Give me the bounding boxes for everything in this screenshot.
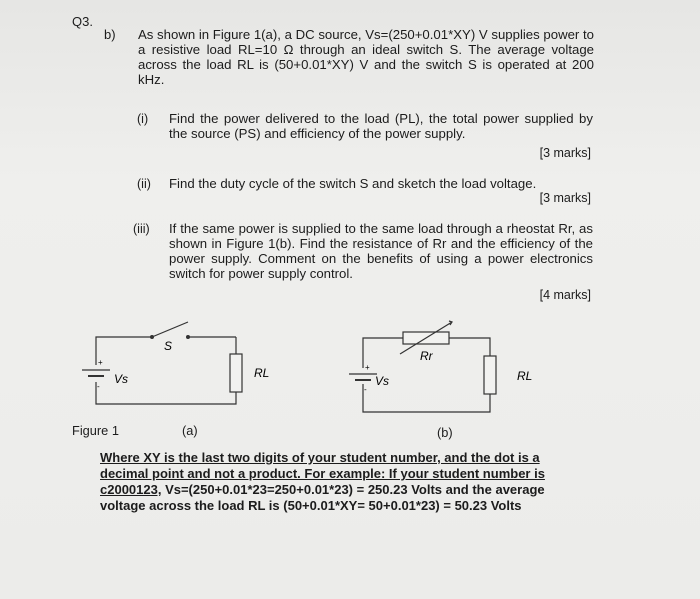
battery-plus-b: +: [365, 363, 370, 372]
battery-plus-a: +: [98, 358, 103, 367]
note-line-3: [100, 482, 592, 498]
figure-caption-a: (a): [182, 423, 198, 438]
note-line-2: decimal point and not a product. For example: If your student number is: [100, 466, 545, 481]
rheostat-label: Rr: [420, 349, 433, 363]
note-example-number: c2000123,: [100, 482, 162, 497]
note-line-4: voltage across the load RL is (50+0.01*XY= 50+0.01*23) = 50.23 Volts: [100, 498, 522, 513]
subquestion-label-iii: (iii): [133, 222, 150, 236]
load-label-b: RL: [517, 369, 533, 383]
battery-minus-b: -: [364, 385, 367, 394]
switch-label-a: S: [164, 339, 173, 353]
figure-1a-circuit: [70, 310, 290, 420]
part-label: b): [104, 27, 116, 42]
note-line-1: Where XY is the last two digits of your student number, and the dot is a: [100, 450, 540, 465]
figure-caption-b: (b): [437, 425, 453, 440]
question-number: Q3.: [72, 14, 93, 29]
note-line-3-rest: Vs=(250+0.01*23=250+0.01*23) = 250.23 Volts and the average: [161, 482, 545, 497]
load-resistor-a: [230, 354, 242, 392]
student-number-note: [100, 450, 592, 514]
question-intro: As shown in Figure 1(a), a DC source, Vs=(250+0.01*XY) V supplies power to a resistive load RL=10 Ω through an ideal switch S. The average voltage across the load RL is (50+0.01*XY) V and the switch S is operated at 200 kHz.: [138, 27, 594, 87]
wire-top-right-b: [449, 338, 490, 356]
figure-label: Figure 1: [72, 423, 119, 438]
subquestion-text-ii: Find the duty cycle of the switch S and sketch the load voltage.: [169, 176, 537, 191]
load-label-a: RL: [254, 366, 270, 380]
wire-bottom-b: [363, 384, 490, 412]
subquestion-label-ii: (ii): [137, 177, 151, 191]
subquestion-marks-i: [3 marks]: [539, 146, 591, 160]
subquestion-marks-ii: [3 marks]: [539, 191, 591, 205]
figure-1b-circuit: [330, 318, 560, 428]
subquestion-text-i: Find the power delivered to the load (PL), the total power supplied by the source (PS) and efficiency of the power supply.: [169, 111, 593, 141]
subquestion-text-iii: If the same power is supplied to the same load through a rheostat Rr, as shown in Figure 1(b). Find the resistance of Rr and the efficiency of the power supply. Comment on the benefits of using a power electronics switch for power supply control.: [169, 221, 593, 281]
source-label-b: Vs: [375, 374, 390, 388]
subquestion-label-i: (i): [137, 112, 149, 126]
wire-top-left: [96, 337, 152, 365]
subquestion-marks-iii: [4 marks]: [539, 288, 591, 302]
switch-blade: [152, 322, 188, 337]
load-resistor-b: [484, 356, 496, 394]
source-label-a: Vs: [114, 372, 129, 386]
battery-minus-a: -: [97, 382, 100, 391]
